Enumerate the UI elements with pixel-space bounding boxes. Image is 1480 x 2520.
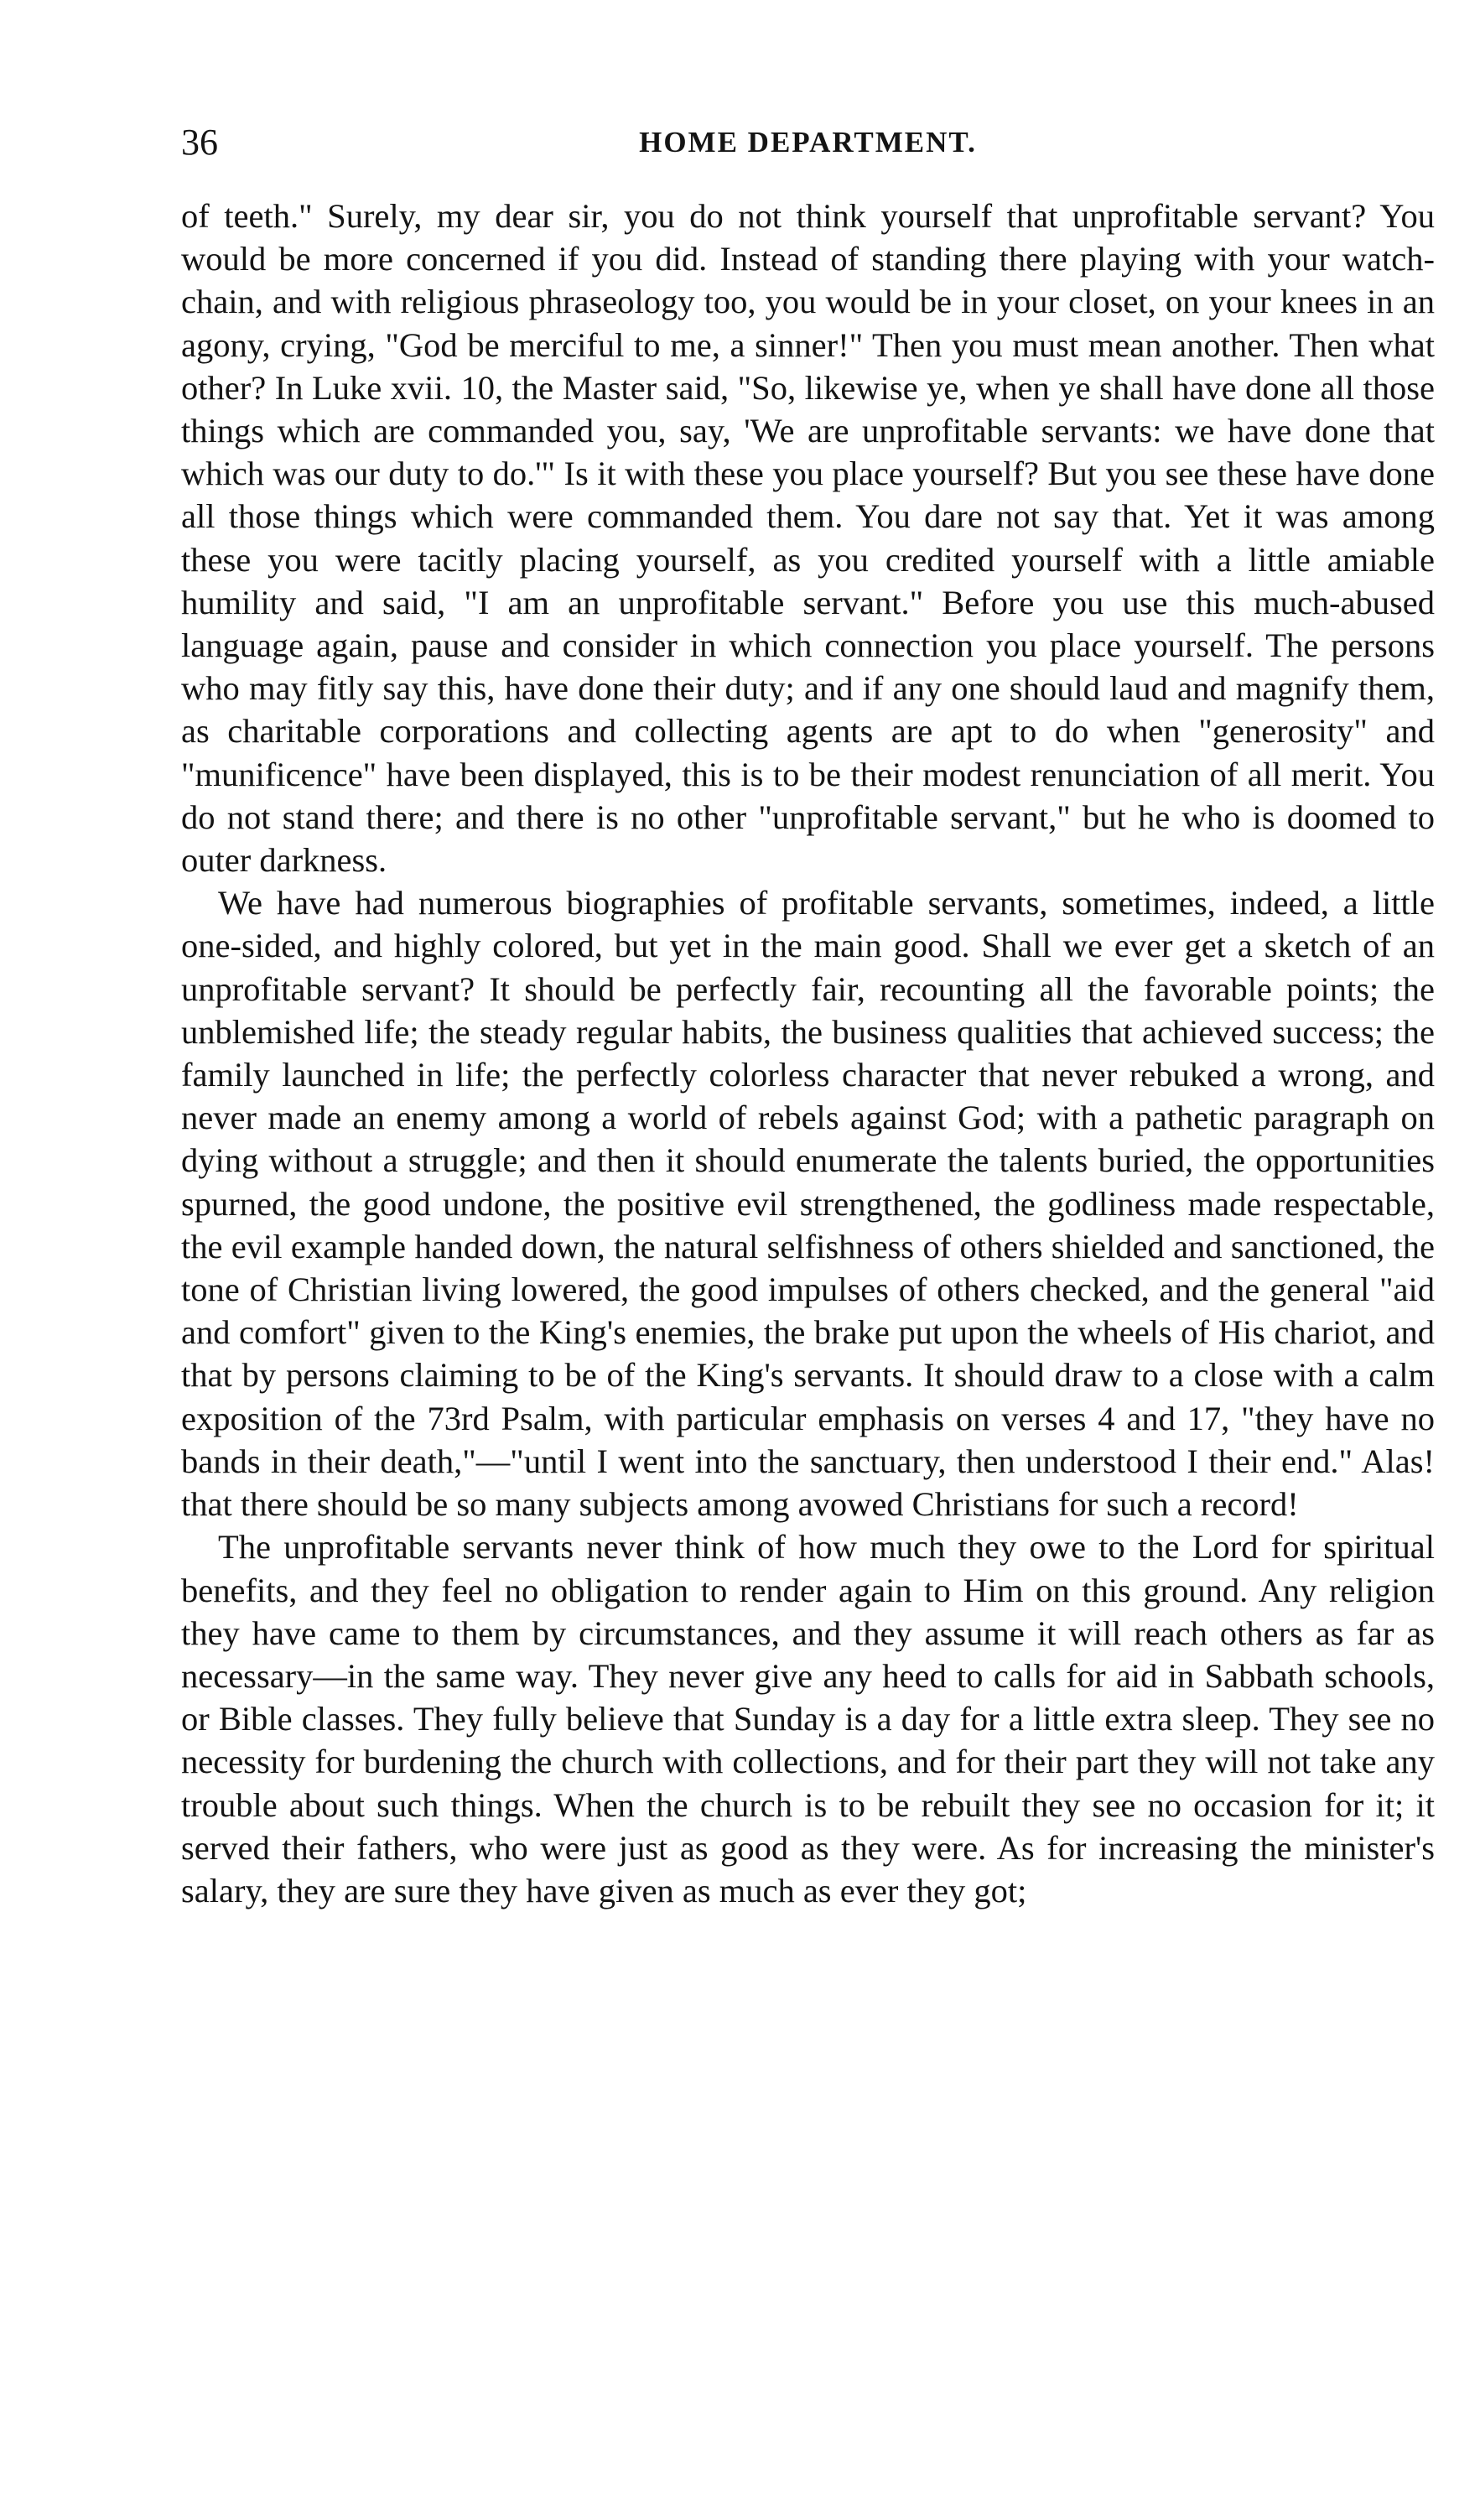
page-header [181, 117, 1435, 168]
paragraph-1: of teeth." Surely, my dear sir, you do not think yourself that unprofitable servant? You would be more concerned if you did. Instead of standing there playing with your watch-chain, and with religious phraseology too, you would be in your closet, on your knees in an agony, crying, "God be merciful to me, a sinner!" Then you must mean another. Then what other? In Luke xvii. 10, the Master said, "So, likewise ye, when ye shall have done all those things which are commanded you, say, 'We are unprofitable servants: we have done that which was our duty to do.'" Is it with these you place yourself? But you see these have done all those things which were commanded them. You dare not say that. Yet it was among these you were tacitly placing yourself, as you credited yourself with a little amiable humility and said, "I am an unprofitable servant." Before you use this much-abused language again, pause and consider in which connection you place yourself. The persons who may fitly say this, have done their duty; and if any one should laud and magnify them, as charitable corporations and collecting agents are apt to do when "generosity" and "munificence" have been displayed, this is to be their modest renunciation of all merit. You do not stand there; and there is no other "unprofitable servant," but he who is doomed to outer darkness. [181, 197, 1435, 880]
paragraph-3: The unprofitable servants never think of how much they owe to the Lord for spiritual benefits, and they feel no obligation to render again to Him on this ground. Any religion they have came to them by circumstances, and they assume it will reach others as far as necessary—in the same way. They never give any heed to calls for aid in Sabbath schools, or Bible classes. They fully believe that Sunday is a day for a little extra sleep. They see no necessity for burdening the church with collections, and for their part they will not take any trouble about such things. When the church is to be rebuilt they see no occasion for it; it served their fathers, who were just as good as they were. As for increasing the minister's salary, they are sure they have given as much as ever they got; [181, 1528, 1435, 1909]
running-title: HOME DEPARTMENT. [639, 126, 977, 158]
paragraph-2: We have had numerous biographies of profitable servants, sometimes, indeed, a little one-sided, and highly colored, but yet in the main good. Shall we ever get a sketch of an unprofitable servant? It should be perfectly fair, recounting all the favorable points; the unblemished life; the steady regular habits, the business qualities that achieved success; the family launched in life; the perfectly colorless character that never rebuked a wrong, and never made an enemy among a world of rebels against God; with a pathetic paragraph on dying without a struggle; and then it should enumerate the talents buried, the opportunities spurned, the good undone, the positive evil strengthened, the godliness made respectable, the evil example handed down, the natural selfishness of others shielded and sanctioned, the tone of Christian living lowered, the good impulses of others checked, and the general "aid and comfort" given to the King's enemies, the brake put upon the wheels of His chariot, and that by persons claiming to be of the King's servants. It should draw to a close with a calm exposition of the 73rd Psalm, with particular emphasis on verses 4 and 17, "they have no bands in their death,"—"until I went into the sanctuary, then understood I their end." Alas! that there should be so many subjects among avowed Christians for such a record! [181, 884, 1435, 1524]
page-number: 36 [181, 122, 218, 163]
body-text [181, 195, 1435, 1912]
